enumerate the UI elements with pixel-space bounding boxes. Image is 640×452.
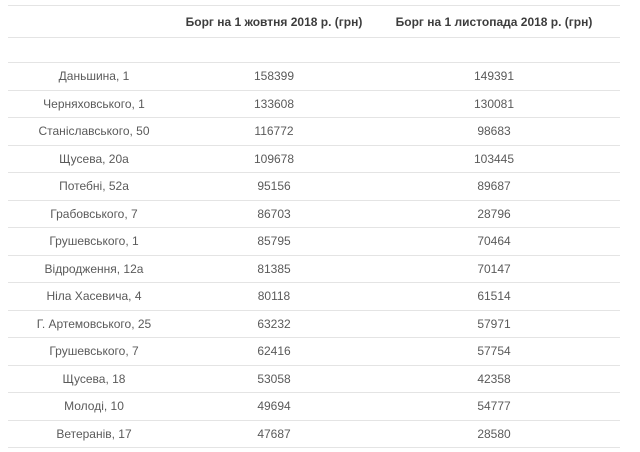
- address-cell: Щусева, 18: [8, 365, 180, 393]
- spacer-row: [8, 38, 620, 63]
- october-debt-cell: 95156: [180, 173, 368, 201]
- header-address[interactable]: [8, 6, 180, 38]
- header-row: [8, 6, 620, 38]
- table-row[interactable]: [8, 145, 620, 173]
- november-debt-cell: 70147: [368, 255, 620, 283]
- october-debt-cell: 81385: [180, 255, 368, 283]
- november-debt-cell: 54777: [368, 393, 620, 421]
- address-cell: Ніла Хасевича, 4: [8, 283, 180, 311]
- table-row[interactable]: [8, 393, 620, 421]
- table-row[interactable]: [8, 310, 620, 338]
- november-debt-cell: 130081: [368, 90, 620, 118]
- address-cell: Даньшина, 1: [8, 63, 180, 91]
- november-debt-cell: 28796: [368, 200, 620, 228]
- table-row[interactable]: [8, 118, 620, 146]
- table-row[interactable]: [8, 173, 620, 201]
- october-debt-cell: 62416: [180, 338, 368, 366]
- address-cell: Молоді, 10: [8, 393, 180, 421]
- table-row[interactable]: [8, 338, 620, 366]
- october-debt-cell: 47687: [180, 420, 368, 448]
- table-row[interactable]: [8, 200, 620, 228]
- table-row[interactable]: [8, 63, 620, 91]
- november-debt-cell: 28580: [368, 420, 620, 448]
- october-debt-cell: 49694: [180, 393, 368, 421]
- october-debt-cell: 85795: [180, 228, 368, 256]
- table-row[interactable]: [8, 90, 620, 118]
- october-debt-cell: 158399: [180, 63, 368, 91]
- header-october-debt[interactable]: Борг на 1 жовтня 2018 р. (грн): [180, 6, 368, 38]
- november-debt-cell: 149391: [368, 63, 620, 91]
- table-row[interactable]: [8, 255, 620, 283]
- november-debt-cell: 57754: [368, 338, 620, 366]
- table-row[interactable]: [8, 365, 620, 393]
- table-row[interactable]: [8, 283, 620, 311]
- address-cell: Грушевського, 7: [8, 338, 180, 366]
- table-row[interactable]: [8, 228, 620, 256]
- header-november-debt[interactable]: Борг на 1 листопада 2018 р. (грн): [368, 6, 620, 38]
- address-cell: Грабовського, 7: [8, 200, 180, 228]
- october-debt-cell: 109678: [180, 145, 368, 173]
- debt-table: [8, 5, 620, 448]
- address-cell: Потебні, 52а: [8, 173, 180, 201]
- address-cell: Щусева, 20а: [8, 145, 180, 173]
- table-row[interactable]: [8, 420, 620, 448]
- october-debt-cell: 86703: [180, 200, 368, 228]
- address-cell: Станіславського, 50: [8, 118, 180, 146]
- november-debt-cell: 42358: [368, 365, 620, 393]
- november-debt-cell: 70464: [368, 228, 620, 256]
- address-cell: Г. Артемовського, 25: [8, 310, 180, 338]
- address-cell: Грушевського, 1: [8, 228, 180, 256]
- october-debt-cell: 116772: [180, 118, 368, 146]
- november-debt-cell: 61514: [368, 283, 620, 311]
- november-debt-cell: 89687: [368, 173, 620, 201]
- november-debt-cell: 57971: [368, 310, 620, 338]
- spacer-cell: [8, 38, 620, 63]
- address-cell: Ветеранів, 17: [8, 420, 180, 448]
- october-debt-cell: 63232: [180, 310, 368, 338]
- november-debt-cell: 103445: [368, 145, 620, 173]
- october-debt-cell: 53058: [180, 365, 368, 393]
- november-debt-cell: 98683: [368, 118, 620, 146]
- address-cell: Відродження, 12а: [8, 255, 180, 283]
- address-cell: Черняховського, 1: [8, 90, 180, 118]
- october-debt-cell: 133608: [180, 90, 368, 118]
- october-debt-cell: 80118: [180, 283, 368, 311]
- table-body: [8, 63, 620, 448]
